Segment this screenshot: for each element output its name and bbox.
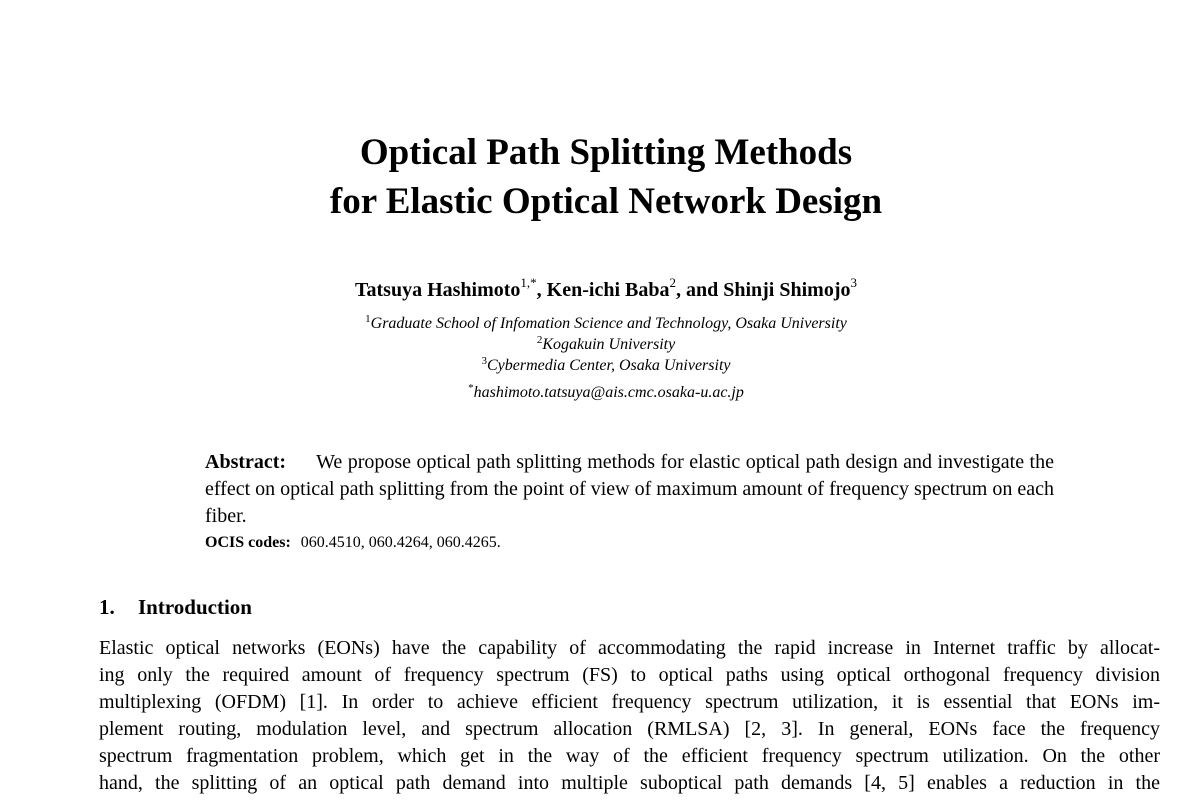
affiliation-mark: 1 xyxy=(365,313,371,325)
author-separator: , and xyxy=(675,279,724,301)
affiliation xyxy=(0,313,1200,334)
ocis-codes xyxy=(205,532,1054,554)
author-separator: , xyxy=(536,279,547,301)
title-line-1: Optical Path Splitting Methods xyxy=(359,132,853,173)
affiliation-text: Cybermedia Center, Osaka University xyxy=(486,357,731,374)
ocis-text: 060.4510, 060.4264, 060.4265. xyxy=(300,534,501,551)
body-line: multiplexing (OFDM) [1]. In order to achieve efficient frequency spectrum utilization, it is essential that EONs im- xyxy=(99,691,1160,713)
corresponding-email xyxy=(0,382,1200,403)
affiliation-mark: 3 xyxy=(481,355,487,367)
body-line: spectrum fragmentation problem, which get in the way of the efficient frequency spectrum utilization. On the other xyxy=(99,745,1160,767)
author-name: Tatsuya Hashimoto xyxy=(355,279,521,301)
email-text: hashimoto.tatsuya@ais.cmc.osaka-u.ac.jp xyxy=(473,384,744,401)
body-line: hand, the splitting of an optical path demand into multiple suboptical path demands [4, 5] enables a reduction in the xyxy=(99,772,1160,794)
section-title: Introduction xyxy=(138,595,252,619)
author-list xyxy=(0,275,1200,305)
abstract xyxy=(205,449,1054,530)
email-mark: * xyxy=(468,382,474,394)
author-affiliation-mark: 1,* xyxy=(520,275,537,290)
section-heading xyxy=(99,593,252,621)
author-name: Ken-ichi Baba xyxy=(546,279,670,301)
body-line: ing only the required amount of frequency spectrum (FS) to optical paths using optical orthogonal frequency division xyxy=(99,664,1160,686)
affiliation xyxy=(0,334,1200,355)
author-affiliation-mark: 2 xyxy=(669,275,676,290)
affiliation xyxy=(0,355,1200,376)
author-affiliation-mark: 3 xyxy=(850,275,857,290)
body-paragraph xyxy=(99,635,1160,797)
affiliation-list xyxy=(0,313,1200,403)
abstract-label: Abstract: xyxy=(205,451,287,473)
abstract-text: We propose optical path splitting methods for elastic optical path design and investigate the effect on optical path splitting from the point of view of maximum amount of frequency spectrum on each fiber. xyxy=(205,451,1054,527)
affiliation-text: Kogakuin University xyxy=(542,336,676,353)
body-line: plement routing, modulation level, and spectrum allocation (RMLSA) [2, 3]. In general, EONs face the frequency xyxy=(99,718,1160,740)
paper-title xyxy=(0,128,1200,226)
affiliation-text: Graduate School of Infomation Science and Technology, Osaka University xyxy=(370,315,847,332)
ocis-label: OCIS codes: xyxy=(205,534,291,551)
affiliation-mark: 2 xyxy=(536,334,543,346)
author-name: Shinji Shimojo xyxy=(723,279,851,301)
body-line: Elastic optical networks (EONs) have the capability of accommodating the rapid increase in Internet traffic by allocat- xyxy=(99,637,1160,659)
section-number: 1. xyxy=(99,595,115,619)
title-line-2: for Elastic Optical Network Design xyxy=(329,181,883,222)
